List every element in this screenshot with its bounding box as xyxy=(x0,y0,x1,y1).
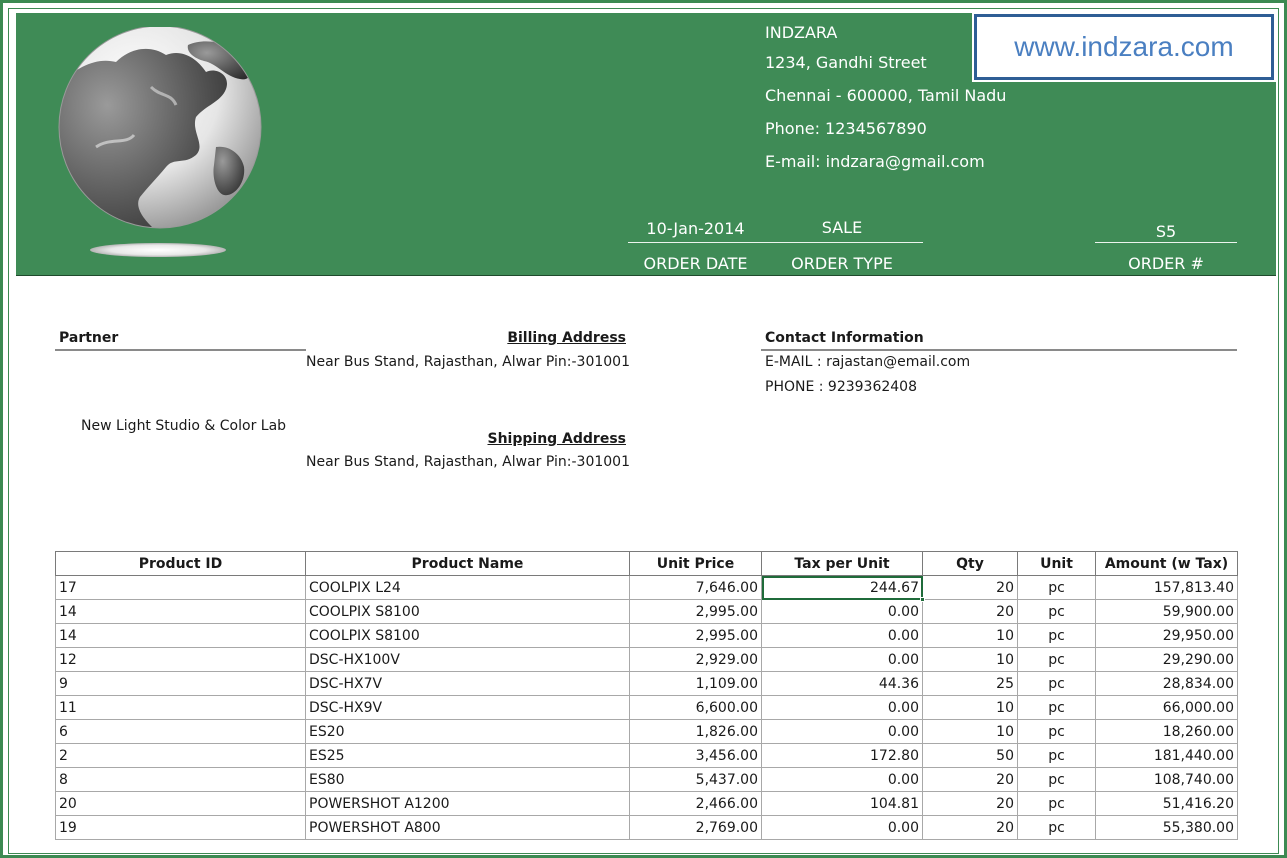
company-details xyxy=(765,22,1006,184)
cell-amount[interactable]: 59,900.00 xyxy=(1096,600,1238,624)
cell-amount[interactable]: 28,834.00 xyxy=(1096,672,1238,696)
cell-qty[interactable]: 10 xyxy=(923,624,1018,648)
contact-rule xyxy=(761,349,1237,351)
cell-tax-per-unit[interactable]: 104.81 xyxy=(762,792,923,816)
table-row[interactable] xyxy=(56,768,1238,792)
cell-product-name[interactable]: COOLPIX S8100 xyxy=(306,600,630,624)
cell-tax-per-unit[interactable]: 0.00 xyxy=(762,600,923,624)
order-date-type-rule xyxy=(628,242,923,243)
website-banner[interactable] xyxy=(974,14,1274,80)
cell-tax-per-unit[interactable]: 0.00 xyxy=(762,624,923,648)
order-number-label: ORDER # xyxy=(1128,254,1204,273)
cell-tax-per-unit[interactable]: 244.67 xyxy=(762,576,923,600)
cell-amount[interactable]: 157,813.40 xyxy=(1096,576,1238,600)
cell-unit-price[interactable]: 2,995.00 xyxy=(630,600,762,624)
col-header-product-name[interactable]: Product Name xyxy=(306,552,630,576)
cell-qty[interactable]: 50 xyxy=(923,744,1018,768)
col-header-product-id[interactable]: Product ID xyxy=(56,552,306,576)
cell-unit-price[interactable]: 2,466.00 xyxy=(630,792,762,816)
cell-qty[interactable]: 10 xyxy=(923,696,1018,720)
cell-unit-price[interactable]: 3,456.00 xyxy=(630,744,762,768)
table-row[interactable] xyxy=(56,672,1238,696)
cell-unit-price[interactable]: 2,769.00 xyxy=(630,816,762,840)
order-type-label: ORDER TYPE xyxy=(791,254,893,273)
billing-address-label: Billing Address xyxy=(507,330,626,346)
cell-product-id[interactable]: 11 xyxy=(56,696,306,720)
cell-product-name[interactable]: DSC-HX100V xyxy=(306,648,630,672)
order-items-table xyxy=(55,551,1238,840)
cell-product-id[interactable]: 6 xyxy=(56,720,306,744)
cell-unit[interactable]: pc xyxy=(1018,720,1096,744)
globe-logo-icon xyxy=(56,27,266,259)
cell-product-name[interactable]: ES25 xyxy=(306,744,630,768)
cell-product-id[interactable]: 12 xyxy=(56,648,306,672)
shipping-address-label: Shipping Address xyxy=(487,431,626,447)
cell-unit-price[interactable]: 5,437.00 xyxy=(630,768,762,792)
cell-amount[interactable]: 66,000.00 xyxy=(1096,696,1238,720)
table-header-row xyxy=(56,552,1238,576)
cell-product-id[interactable]: 8 xyxy=(56,768,306,792)
cell-product-name[interactable]: POWERSHOT A800 xyxy=(306,816,630,840)
col-header-unit[interactable]: Unit xyxy=(1018,552,1096,576)
cell-product-id[interactable]: 2 xyxy=(56,744,306,768)
cell-amount[interactable]: 51,416.20 xyxy=(1096,792,1238,816)
selection-fill-handle[interactable] xyxy=(920,597,925,602)
cell-unit-price[interactable]: 1,109.00 xyxy=(630,672,762,696)
table-row[interactable] xyxy=(56,720,1238,744)
cell-unit[interactable]: pc xyxy=(1018,672,1096,696)
cell-unit-price[interactable]: 2,995.00 xyxy=(630,624,762,648)
cell-qty[interactable]: 20 xyxy=(923,816,1018,840)
cell-product-name[interactable]: DSC-HX7V xyxy=(306,672,630,696)
cell-tax-per-unit[interactable]: 44.36 xyxy=(762,672,923,696)
order-number-rule xyxy=(1095,242,1237,243)
cell-product-name[interactable]: ES80 xyxy=(306,768,630,792)
cell-tax-per-unit[interactable]: 0.00 xyxy=(762,648,923,672)
cell-unit[interactable]: pc xyxy=(1018,648,1096,672)
cell-amount[interactable]: 18,260.00 xyxy=(1096,720,1238,744)
contact-info-label: Contact Information xyxy=(765,330,924,346)
shipping-address: Near Bus Stand, Rajasthan, Alwar Pin:-301001 xyxy=(306,454,630,470)
table-row[interactable] xyxy=(56,792,1238,816)
order-type-value: SALE xyxy=(821,218,863,237)
cell-qty[interactable]: 20 xyxy=(923,768,1018,792)
cell-unit-price[interactable]: 6,600.00 xyxy=(630,696,762,720)
partner-rule xyxy=(55,349,306,351)
cell-product-name[interactable]: ES20 xyxy=(306,720,630,744)
order-date-value: 10-Jan-2014 xyxy=(646,219,745,238)
table-row[interactable] xyxy=(56,648,1238,672)
cell-tax-per-unit[interactable]: 0.00 xyxy=(762,768,923,792)
cell-product-id[interactable]: 9 xyxy=(56,672,306,696)
col-header-tax-per-unit[interactable]: Tax per Unit xyxy=(762,552,923,576)
cell-tax-per-unit[interactable]: 0.00 xyxy=(762,696,923,720)
contact-phone: PHONE : 9239362408 xyxy=(765,379,917,395)
cell-product-name[interactable]: COOLPIX S8100 xyxy=(306,624,630,648)
cell-qty[interactable]: 10 xyxy=(923,648,1018,672)
cell-amount[interactable]: 108,740.00 xyxy=(1096,768,1238,792)
cell-qty[interactable]: 20 xyxy=(923,600,1018,624)
invoice-header xyxy=(16,13,1276,276)
table-row[interactable] xyxy=(56,744,1238,768)
order-date-label: ORDER DATE xyxy=(643,254,748,273)
company-name: INDZARA xyxy=(765,23,838,42)
cell-unit[interactable]: pc xyxy=(1018,624,1096,648)
cell-unit[interactable]: pc xyxy=(1018,600,1096,624)
cell-unit-price[interactable]: 2,929.00 xyxy=(630,648,762,672)
company-email: E-mail: indzara@gmail.com xyxy=(765,152,985,171)
cell-qty[interactable]: 20 xyxy=(923,576,1018,600)
cell-tax-per-unit[interactable]: 172.80 xyxy=(762,744,923,768)
cell-qty[interactable]: 25 xyxy=(923,672,1018,696)
cell-product-name[interactable]: DSC-HX9V xyxy=(306,696,630,720)
cell-unit-price[interactable]: 1,826.00 xyxy=(630,720,762,744)
cell-product-name[interactable]: POWERSHOT A1200 xyxy=(306,792,630,816)
cell-unit[interactable]: pc xyxy=(1018,768,1096,792)
cell-product-id[interactable]: 20 xyxy=(56,792,306,816)
col-header-qty[interactable]: Qty xyxy=(923,552,1018,576)
cell-amount[interactable]: 55,380.00 xyxy=(1096,816,1238,840)
cell-product-id[interactable]: 14 xyxy=(56,600,306,624)
cell-amount[interactable]: 29,950.00 xyxy=(1096,624,1238,648)
website-link[interactable]: www.indzara.com xyxy=(1014,31,1234,62)
col-header-unit-price[interactable]: Unit Price xyxy=(630,552,762,576)
order-number-value: S5 xyxy=(1155,222,1177,241)
billing-address: Near Bus Stand, Rajasthan, Alwar Pin:-301001 xyxy=(306,354,630,370)
cell-product-name[interactable]: COOLPIX L24 xyxy=(306,576,630,600)
cell-product-id[interactable]: 14 xyxy=(56,624,306,648)
contact-email: E-MAIL : rajastan@email.com xyxy=(765,354,971,370)
cell-unit[interactable]: pc xyxy=(1018,696,1096,720)
col-header-amount[interactable]: Amount (w Tax) xyxy=(1096,552,1238,576)
cell-tax-per-unit[interactable]: 0.00 xyxy=(762,816,923,840)
cell-product-id[interactable]: 19 xyxy=(56,816,306,840)
cell-amount[interactable]: 181,440.00 xyxy=(1096,744,1238,768)
cell-unit[interactable]: pc xyxy=(1018,744,1096,768)
cell-product-id[interactable]: 17 xyxy=(56,576,306,600)
cell-qty[interactable]: 20 xyxy=(923,792,1018,816)
partner-name: New Light Studio & Color Lab xyxy=(81,418,287,434)
table-row[interactable] xyxy=(56,600,1238,624)
company-phone: Phone: 1234567890 xyxy=(765,119,927,138)
company-address-line1: 1234, Gandhi Street xyxy=(765,53,927,72)
cell-amount[interactable]: 29,290.00 xyxy=(1096,648,1238,672)
table-row[interactable] xyxy=(56,816,1238,840)
cell-unit-price[interactable]: 7,646.00 xyxy=(630,576,762,600)
company-address-line2: Chennai - 600000, Tamil Nadu xyxy=(765,86,1007,105)
cell-unit[interactable]: pc xyxy=(1018,576,1096,600)
cell-tax-per-unit[interactable]: 0.00 xyxy=(762,720,923,744)
partner-label: Partner xyxy=(59,330,119,346)
table-row[interactable] xyxy=(56,576,1238,600)
cell-unit[interactable]: pc xyxy=(1018,816,1096,840)
cell-qty[interactable]: 10 xyxy=(923,720,1018,744)
cell-unit[interactable]: pc xyxy=(1018,792,1096,816)
table-row[interactable] xyxy=(56,696,1238,720)
table-row[interactable] xyxy=(56,624,1238,648)
